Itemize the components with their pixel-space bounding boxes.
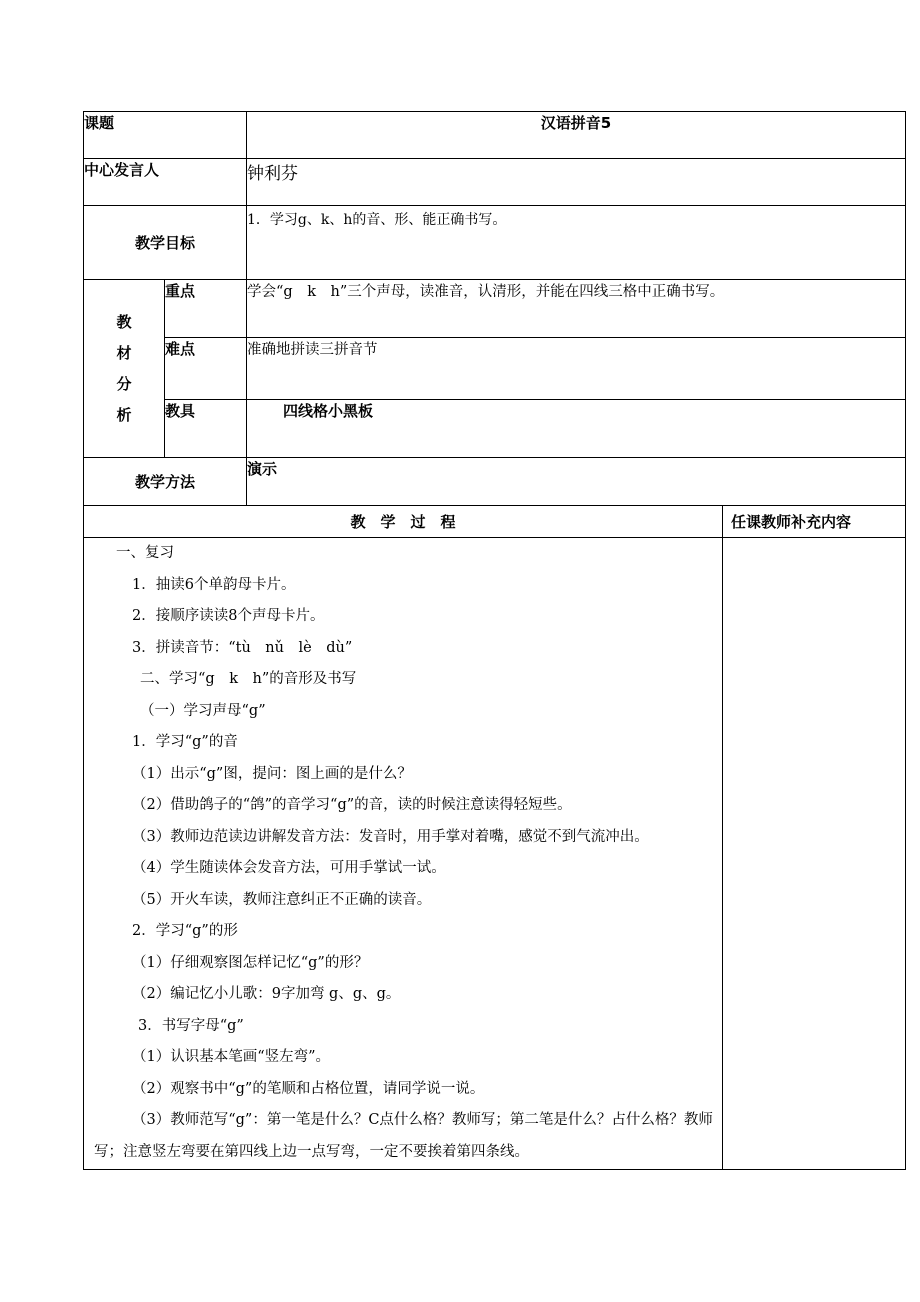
speaker-label: 中心发言人 <box>84 159 247 206</box>
process-line: （4）学生随读体会发音方法，可用手掌试一试。 <box>132 860 446 876</box>
analysis-char: 材 <box>116 343 132 362</box>
topic-row <box>84 112 906 159</box>
process-line: 2．学习“g”的形 <box>132 923 238 939</box>
analysis-label <box>84 280 165 458</box>
method-value: 演示 <box>247 458 906 506</box>
process-line: （1）认识基本笔画“竖左弯”。 <box>132 1049 331 1065</box>
process-line: （5）开火车读，教师注意纠正不正确的读音。 <box>132 891 432 908</box>
process-line: 一、复习 <box>116 545 174 561</box>
tools-value: 四线格小黑板 <box>247 400 906 458</box>
process-line: （3）教师边范读边讲解发音方法：发音时，用手掌对着嘴，感觉不到气流冲出。 <box>132 828 649 845</box>
topic-value: 汉语拼音5 <box>247 112 906 159</box>
process-line: 3．书写字母“g” <box>138 1017 244 1034</box>
key-point-label: 重点 <box>165 280 247 338</box>
process-line: （2）观察书中“g”的笔顺和占格位置，请同学说一说。 <box>132 1080 485 1097</box>
process-body-row <box>84 538 906 1170</box>
goal-row <box>84 206 906 280</box>
process-line: （2）借助鸽子的“鸽”的音学习“g”的音，读的时候注意读得轻短些。 <box>132 797 572 813</box>
supplement-content <box>723 538 906 1170</box>
process-line: 二、学习“g k h”的音形及书写 <box>140 671 357 687</box>
analysis-char: 教 <box>116 312 132 331</box>
analysis-row-key <box>84 280 906 338</box>
key-point-value: 学会“g k h”三个声母，读准音，认清形，并能在四线三格中正确书写。 <box>247 280 906 338</box>
process-line: 1．抽读6个单韵母卡片。 <box>132 576 296 593</box>
goal-label: 教学目标 <box>84 206 247 280</box>
process-line: 3．拼读音节：“tù nǔ lè dù” <box>132 639 353 656</box>
process-title: 教 学 过 程 <box>84 506 723 538</box>
speaker-value: 钟利芬 <box>247 159 906 206</box>
process-line: 2．接顺序读读8个声母卡片。 <box>132 608 325 624</box>
lesson-plan-table <box>83 111 906 1170</box>
process-content <box>84 538 723 1170</box>
process-header-row <box>84 506 906 538</box>
process-line: （一）学习声母“g” <box>140 702 266 719</box>
process-line: （1）仔细观察图怎样记忆“g”的形？ <box>132 954 369 971</box>
analysis-row-tools <box>84 400 906 458</box>
speaker-row <box>84 159 906 206</box>
process-line: 1．学习“g”的音 <box>132 734 238 750</box>
supplement-title: 任课教师补充内容 <box>723 506 906 538</box>
analysis-char: 析 <box>116 405 132 424</box>
method-row <box>84 458 906 506</box>
analysis-char: 分 <box>116 374 132 393</box>
difficulty-value: 准确地拼读三拼音节 <box>247 338 906 400</box>
process-line: （3）教师范写“g”：第一笔是什么？C点什么格？教师写；第二笔是什么？占什么格？教师写；注意竖左弯要在第四线上边一点写弯，一定不要挨着第四条线。 <box>94 1112 713 1160</box>
analysis-row-difficulty <box>84 338 906 400</box>
process-line: （1）出示“g”图，提问：图上画的是什么？ <box>132 765 412 782</box>
goal-value: 1．学习g、k、h的音、形、能正确书写。 <box>247 206 906 280</box>
process-line: （2）编记忆小儿歌：9字加弯 g、g、g。 <box>132 986 401 1002</box>
method-label: 教学方法 <box>84 458 247 506</box>
difficulty-label: 难点 <box>165 338 247 400</box>
topic-label: 课题 <box>84 112 247 159</box>
tools-label: 教具 <box>165 400 247 458</box>
